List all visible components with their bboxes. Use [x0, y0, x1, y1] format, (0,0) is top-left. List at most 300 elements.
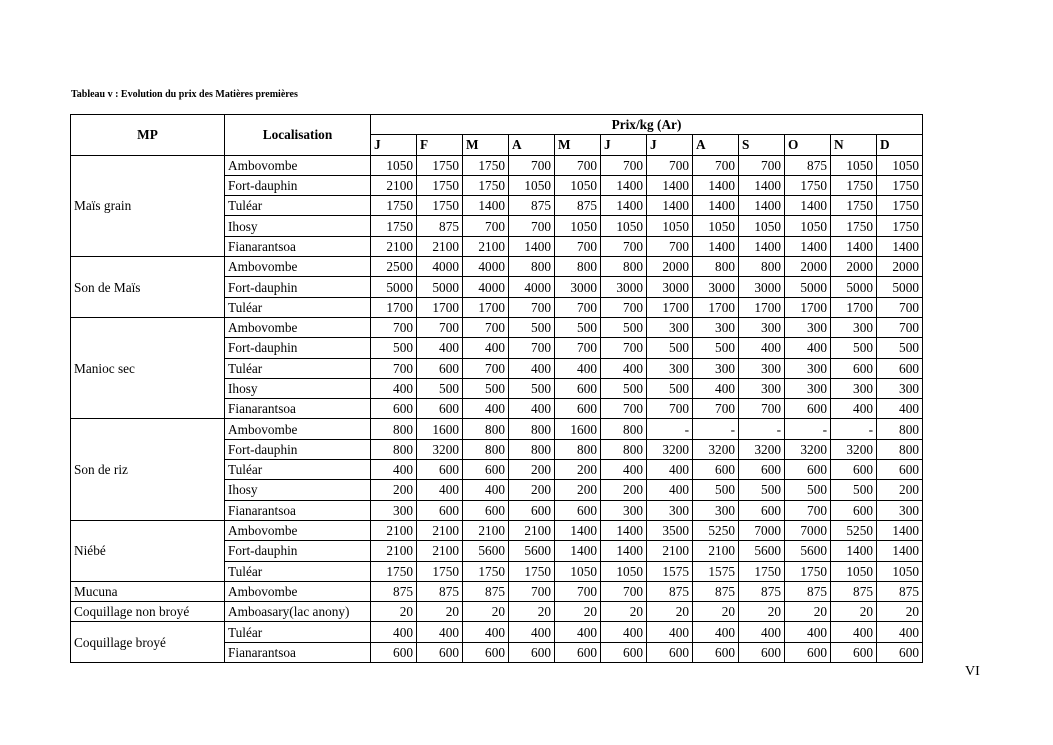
- mp-cell: Mucuna: [71, 581, 225, 601]
- price-cell: 700: [693, 399, 739, 419]
- price-cell: 700: [739, 399, 785, 419]
- price-cell: 700: [371, 317, 417, 337]
- price-cell: 1400: [877, 541, 923, 561]
- price-cell: 20: [739, 602, 785, 622]
- price-cell: 1750: [877, 196, 923, 216]
- price-cell: 1400: [739, 196, 785, 216]
- price-cell: 2500: [371, 257, 417, 277]
- price-cell: 700: [463, 216, 509, 236]
- price-cell: 1400: [739, 236, 785, 256]
- price-cell: 20: [601, 602, 647, 622]
- price-cell: 1400: [739, 175, 785, 195]
- price-cell: 1575: [647, 561, 693, 581]
- price-cell: 20: [877, 602, 923, 622]
- price-cell: 300: [877, 378, 923, 398]
- price-cell: 1600: [555, 419, 601, 439]
- price-cell: 1400: [877, 236, 923, 256]
- price-cell: 700: [463, 317, 509, 337]
- price-cell: 2100: [463, 520, 509, 540]
- price-cell: 600: [693, 460, 739, 480]
- price-cell: 3200: [739, 439, 785, 459]
- price-cell: 875: [785, 581, 831, 601]
- price-cell: 2100: [371, 541, 417, 561]
- price-cell: 300: [785, 358, 831, 378]
- price-cell: 3000: [601, 277, 647, 297]
- price-cell: 700: [647, 155, 693, 175]
- price-cell: 700: [601, 155, 647, 175]
- localisation-cell: Ambovombe: [225, 317, 371, 337]
- price-cell: 800: [693, 257, 739, 277]
- price-cell: 2100: [371, 520, 417, 540]
- price-cell: 200: [371, 480, 417, 500]
- mp-cell: Niébé: [71, 520, 225, 581]
- price-cell: 1750: [877, 175, 923, 195]
- price-cell: 400: [509, 622, 555, 642]
- price-cell: 600: [831, 358, 877, 378]
- localisation-cell: Ihosy: [225, 480, 371, 500]
- price-cell: 600: [417, 460, 463, 480]
- price-cell: 5600: [739, 541, 785, 561]
- price-cell: 1750: [371, 196, 417, 216]
- price-cell: 875: [371, 581, 417, 601]
- price-cell: 20: [463, 602, 509, 622]
- price-cell: 600: [509, 500, 555, 520]
- price-cell: 400: [463, 338, 509, 358]
- price-cell: 400: [739, 622, 785, 642]
- price-cell: 3200: [785, 439, 831, 459]
- price-cell: 20: [831, 602, 877, 622]
- price-cell: 1575: [693, 561, 739, 581]
- table-caption: Tableau v : Evolution du prix des Matières premières: [71, 89, 298, 100]
- price-cell: 1400: [785, 196, 831, 216]
- price-cell: 600: [739, 500, 785, 520]
- price-cell: 400: [509, 358, 555, 378]
- price-cell: 1700: [647, 297, 693, 317]
- price-cell: 1050: [647, 216, 693, 236]
- price-cell: 1050: [831, 561, 877, 581]
- price-cell: 875: [463, 581, 509, 601]
- localisation-cell: Fianarantsoa: [225, 236, 371, 256]
- price-cell: 1750: [739, 561, 785, 581]
- price-cell: 20: [555, 602, 601, 622]
- price-cell: 700: [371, 358, 417, 378]
- price-cell: 20: [509, 602, 555, 622]
- price-cell: 3200: [693, 439, 739, 459]
- price-cell: 2100: [693, 541, 739, 561]
- price-cell: 200: [509, 480, 555, 500]
- price-cell: 2000: [877, 257, 923, 277]
- price-cell: 5000: [831, 277, 877, 297]
- price-cell: 4000: [463, 277, 509, 297]
- price-cell: 400: [463, 480, 509, 500]
- month-header: D: [877, 135, 923, 155]
- price-cell: 300: [647, 358, 693, 378]
- price-cell: 300: [739, 358, 785, 378]
- price-cell: 3000: [693, 277, 739, 297]
- price-cell: 400: [877, 622, 923, 642]
- price-cell: 2000: [647, 257, 693, 277]
- price-cell: 800: [509, 439, 555, 459]
- price-cell: 2100: [371, 236, 417, 256]
- price-cell: 600: [831, 642, 877, 662]
- price-cell: 400: [463, 399, 509, 419]
- localisation-cell: Fort-dauphin: [225, 175, 371, 195]
- price-cell: 20: [371, 602, 417, 622]
- mp-cell: Coquillage broyé: [71, 622, 225, 663]
- price-cell: 4000: [509, 277, 555, 297]
- price-cell: 1700: [417, 297, 463, 317]
- price-table: [70, 114, 923, 663]
- price-cell: 1050: [601, 561, 647, 581]
- page-number: VI: [965, 664, 980, 679]
- price-cell: 600: [509, 642, 555, 662]
- price-cell: 800: [371, 439, 417, 459]
- price-cell: 1050: [831, 155, 877, 175]
- price-cell: 1750: [463, 561, 509, 581]
- price-cell: 5250: [693, 520, 739, 540]
- price-cell: 1400: [693, 196, 739, 216]
- price-cell: 875: [417, 216, 463, 236]
- price-cell: 400: [601, 622, 647, 642]
- price-cell: 3000: [739, 277, 785, 297]
- price-cell: 600: [555, 399, 601, 419]
- month-header: N: [831, 135, 877, 155]
- price-cell: 1750: [417, 561, 463, 581]
- price-cell: 500: [877, 338, 923, 358]
- price-cell: 1750: [371, 216, 417, 236]
- price-cell: 700: [555, 297, 601, 317]
- localisation-cell: Ambovombe: [225, 581, 371, 601]
- header-localisation: Localisation: [225, 115, 371, 156]
- table-row: [71, 257, 923, 277]
- price-cell: 300: [371, 500, 417, 520]
- price-cell: 5000: [877, 277, 923, 297]
- localisation-cell: Tuléar: [225, 358, 371, 378]
- price-cell: 600: [877, 642, 923, 662]
- price-cell: 1050: [785, 216, 831, 236]
- price-cell: 600: [417, 500, 463, 520]
- localisation-cell: Fort-dauphin: [225, 439, 371, 459]
- price-cell: 500: [417, 378, 463, 398]
- price-cell: 1050: [371, 155, 417, 175]
- price-cell: 500: [601, 317, 647, 337]
- price-cell: 600: [877, 358, 923, 378]
- price-cell: -: [693, 419, 739, 439]
- price-cell: 700: [647, 399, 693, 419]
- price-cell: 700: [601, 338, 647, 358]
- price-cell: 400: [463, 622, 509, 642]
- price-cell: 700: [693, 155, 739, 175]
- price-cell: 600: [831, 500, 877, 520]
- price-cell: 400: [693, 622, 739, 642]
- price-cell: 1750: [371, 561, 417, 581]
- price-cell: 500: [601, 378, 647, 398]
- price-cell: 500: [739, 480, 785, 500]
- price-cell: 1400: [555, 541, 601, 561]
- price-cell: 500: [647, 378, 693, 398]
- price-cell: 300: [693, 358, 739, 378]
- price-cell: 400: [693, 378, 739, 398]
- price-cell: 300: [831, 317, 877, 337]
- price-cell: 5600: [509, 541, 555, 561]
- price-cell: 600: [555, 378, 601, 398]
- price-cell: 300: [877, 500, 923, 520]
- localisation-cell: Fort-dauphin: [225, 277, 371, 297]
- price-cell: 600: [371, 399, 417, 419]
- price-cell: 700: [877, 317, 923, 337]
- price-cell: 700: [555, 236, 601, 256]
- price-cell: 1400: [601, 175, 647, 195]
- localisation-cell: Fort-dauphin: [225, 541, 371, 561]
- header-mp: MP: [71, 115, 225, 156]
- header-row: [71, 115, 923, 135]
- price-cell: 700: [463, 358, 509, 378]
- localisation-cell: Ambovombe: [225, 257, 371, 277]
- price-cell: 2100: [463, 236, 509, 256]
- price-cell: 600: [417, 642, 463, 662]
- month-header: J: [371, 135, 417, 155]
- price-cell: 500: [785, 480, 831, 500]
- price-cell: 1050: [601, 216, 647, 236]
- price-cell: 1400: [693, 236, 739, 256]
- price-cell: 700: [555, 155, 601, 175]
- price-cell: 300: [785, 317, 831, 337]
- month-header: M: [463, 135, 509, 155]
- price-cell: 800: [463, 419, 509, 439]
- price-cell: 400: [555, 358, 601, 378]
- price-cell: 600: [463, 642, 509, 662]
- price-cell: 1700: [739, 297, 785, 317]
- price-cell: 400: [831, 622, 877, 642]
- price-cell: 875: [785, 155, 831, 175]
- price-cell: 20: [785, 602, 831, 622]
- localisation-cell: Fort-dauphin: [225, 338, 371, 358]
- price-cell: 400: [509, 399, 555, 419]
- month-header: F: [417, 135, 463, 155]
- price-cell: 1050: [555, 175, 601, 195]
- table-row: [71, 520, 923, 540]
- table-row: [71, 155, 923, 175]
- price-cell: 600: [877, 460, 923, 480]
- price-cell: 2000: [785, 257, 831, 277]
- price-cell: 700: [785, 500, 831, 520]
- price-cell: 3000: [555, 277, 601, 297]
- month-header: S: [739, 135, 785, 155]
- price-cell: 600: [463, 500, 509, 520]
- price-cell: 700: [647, 236, 693, 256]
- price-cell: 600: [785, 642, 831, 662]
- localisation-cell: Fianarantsoa: [225, 399, 371, 419]
- price-cell: 3000: [647, 277, 693, 297]
- month-header: O: [785, 135, 831, 155]
- price-cell: 1400: [831, 541, 877, 561]
- mp-cell: Son de Maïs: [71, 257, 225, 318]
- price-cell: 800: [601, 439, 647, 459]
- price-cell: 1700: [785, 297, 831, 317]
- price-cell: 1750: [463, 155, 509, 175]
- month-header: M: [555, 135, 601, 155]
- price-cell: 875: [877, 581, 923, 601]
- price-cell: 700: [601, 399, 647, 419]
- price-cell: 875: [417, 581, 463, 601]
- price-cell: 300: [647, 500, 693, 520]
- price-cell: 1050: [877, 155, 923, 175]
- price-cell: 1750: [463, 175, 509, 195]
- price-cell: 1050: [693, 216, 739, 236]
- price-cell: 2100: [417, 541, 463, 561]
- price-cell: 300: [831, 378, 877, 398]
- price-cell: 2100: [417, 520, 463, 540]
- price-cell: 1700: [463, 297, 509, 317]
- price-cell: 1400: [877, 520, 923, 540]
- price-cell: 400: [785, 338, 831, 358]
- month-header: A: [509, 135, 555, 155]
- price-cell: 400: [831, 399, 877, 419]
- price-cell: -: [831, 419, 877, 439]
- price-cell: 800: [601, 257, 647, 277]
- price-cell: 400: [785, 622, 831, 642]
- price-cell: 1050: [555, 561, 601, 581]
- price-cell: 600: [417, 358, 463, 378]
- price-cell: 300: [601, 500, 647, 520]
- price-cell: 1750: [509, 561, 555, 581]
- price-cell: 400: [601, 358, 647, 378]
- price-cell: 1750: [831, 196, 877, 216]
- price-cell: 3200: [831, 439, 877, 459]
- price-cell: 1400: [785, 236, 831, 256]
- price-cell: 7000: [785, 520, 831, 540]
- price-cell: 500: [831, 480, 877, 500]
- price-cell: 3200: [647, 439, 693, 459]
- price-cell: 600: [601, 642, 647, 662]
- price-cell: 700: [417, 317, 463, 337]
- price-cell: 500: [831, 338, 877, 358]
- price-cell: 1050: [509, 175, 555, 195]
- table-row: [71, 581, 923, 601]
- price-cell: 875: [555, 196, 601, 216]
- price-cell: 600: [417, 399, 463, 419]
- price-cell: 2100: [509, 520, 555, 540]
- month-header: A: [693, 135, 739, 155]
- mp-cell: Son de riz: [71, 419, 225, 520]
- price-cell: 700: [509, 581, 555, 601]
- price-cell: 500: [463, 378, 509, 398]
- price-cell: 600: [693, 642, 739, 662]
- price-cell: 400: [555, 622, 601, 642]
- price-cell: 1400: [601, 520, 647, 540]
- price-cell: 700: [739, 155, 785, 175]
- price-cell: 1750: [831, 175, 877, 195]
- price-cell: 1400: [693, 175, 739, 195]
- price-cell: 1400: [831, 236, 877, 256]
- localisation-cell: Ambovombe: [225, 155, 371, 175]
- month-header: J: [601, 135, 647, 155]
- price-cell: 875: [831, 581, 877, 601]
- price-cell: 20: [417, 602, 463, 622]
- price-cell: 300: [739, 378, 785, 398]
- price-cell: 1750: [877, 216, 923, 236]
- price-cell: 3200: [417, 439, 463, 459]
- table-row: [71, 602, 923, 622]
- price-cell: 300: [647, 317, 693, 337]
- price-cell: 800: [371, 419, 417, 439]
- price-cell: 1750: [785, 175, 831, 195]
- price-cell: 400: [417, 338, 463, 358]
- price-cell: 2100: [417, 236, 463, 256]
- price-cell: 1050: [877, 561, 923, 581]
- price-cell: 2000: [831, 257, 877, 277]
- price-cell: 1750: [417, 155, 463, 175]
- price-cell: 600: [785, 399, 831, 419]
- price-cell: 200: [877, 480, 923, 500]
- table-row: [71, 419, 923, 439]
- price-cell: -: [785, 419, 831, 439]
- price-cell: 500: [371, 338, 417, 358]
- price-cell: -: [647, 419, 693, 439]
- localisation-cell: Ambovombe: [225, 419, 371, 439]
- price-cell: 400: [739, 338, 785, 358]
- price-cell: 1700: [831, 297, 877, 317]
- price-cell: 700: [509, 216, 555, 236]
- price-cell: 1400: [601, 541, 647, 561]
- localisation-cell: Tuléar: [225, 460, 371, 480]
- price-cell: 5600: [463, 541, 509, 561]
- price-cell: 1750: [417, 175, 463, 195]
- price-cell: 1600: [417, 419, 463, 439]
- price-cell: 700: [509, 155, 555, 175]
- price-cell: 7000: [739, 520, 785, 540]
- price-cell: 700: [555, 338, 601, 358]
- price-cell: 2100: [371, 175, 417, 195]
- price-cell: 400: [417, 480, 463, 500]
- price-cell: 1400: [601, 196, 647, 216]
- price-cell: 5000: [785, 277, 831, 297]
- price-cell: 500: [509, 317, 555, 337]
- price-cell: 400: [417, 622, 463, 642]
- localisation-cell: Ihosy: [225, 216, 371, 236]
- price-cell: 200: [509, 460, 555, 480]
- price-cell: 4000: [463, 257, 509, 277]
- price-cell: 800: [555, 257, 601, 277]
- price-cell: 1050: [739, 216, 785, 236]
- price-cell: 700: [601, 297, 647, 317]
- price-cell: 875: [693, 581, 739, 601]
- price-cell: 500: [647, 338, 693, 358]
- price-cell: 5000: [371, 277, 417, 297]
- header-prix: Prix/kg (Ar): [371, 115, 923, 135]
- localisation-cell: Ihosy: [225, 378, 371, 398]
- localisation-cell: Tuléar: [225, 561, 371, 581]
- price-cell: 3500: [647, 520, 693, 540]
- localisation-cell: Fianarantsoa: [225, 500, 371, 520]
- price-cell: -: [739, 419, 785, 439]
- price-cell: 500: [693, 480, 739, 500]
- price-cell: 800: [509, 419, 555, 439]
- price-cell: 875: [647, 581, 693, 601]
- table-row: [71, 622, 923, 642]
- price-cell: 875: [509, 196, 555, 216]
- table-row: [71, 317, 923, 337]
- price-cell: 1400: [647, 196, 693, 216]
- price-cell: 200: [555, 460, 601, 480]
- localisation-cell: Tuléar: [225, 297, 371, 317]
- price-cell: 600: [739, 642, 785, 662]
- price-cell: 1400: [463, 196, 509, 216]
- price-cell: 5600: [785, 541, 831, 561]
- price-cell: 500: [555, 317, 601, 337]
- month-header: J: [647, 135, 693, 155]
- table-body: [71, 155, 923, 662]
